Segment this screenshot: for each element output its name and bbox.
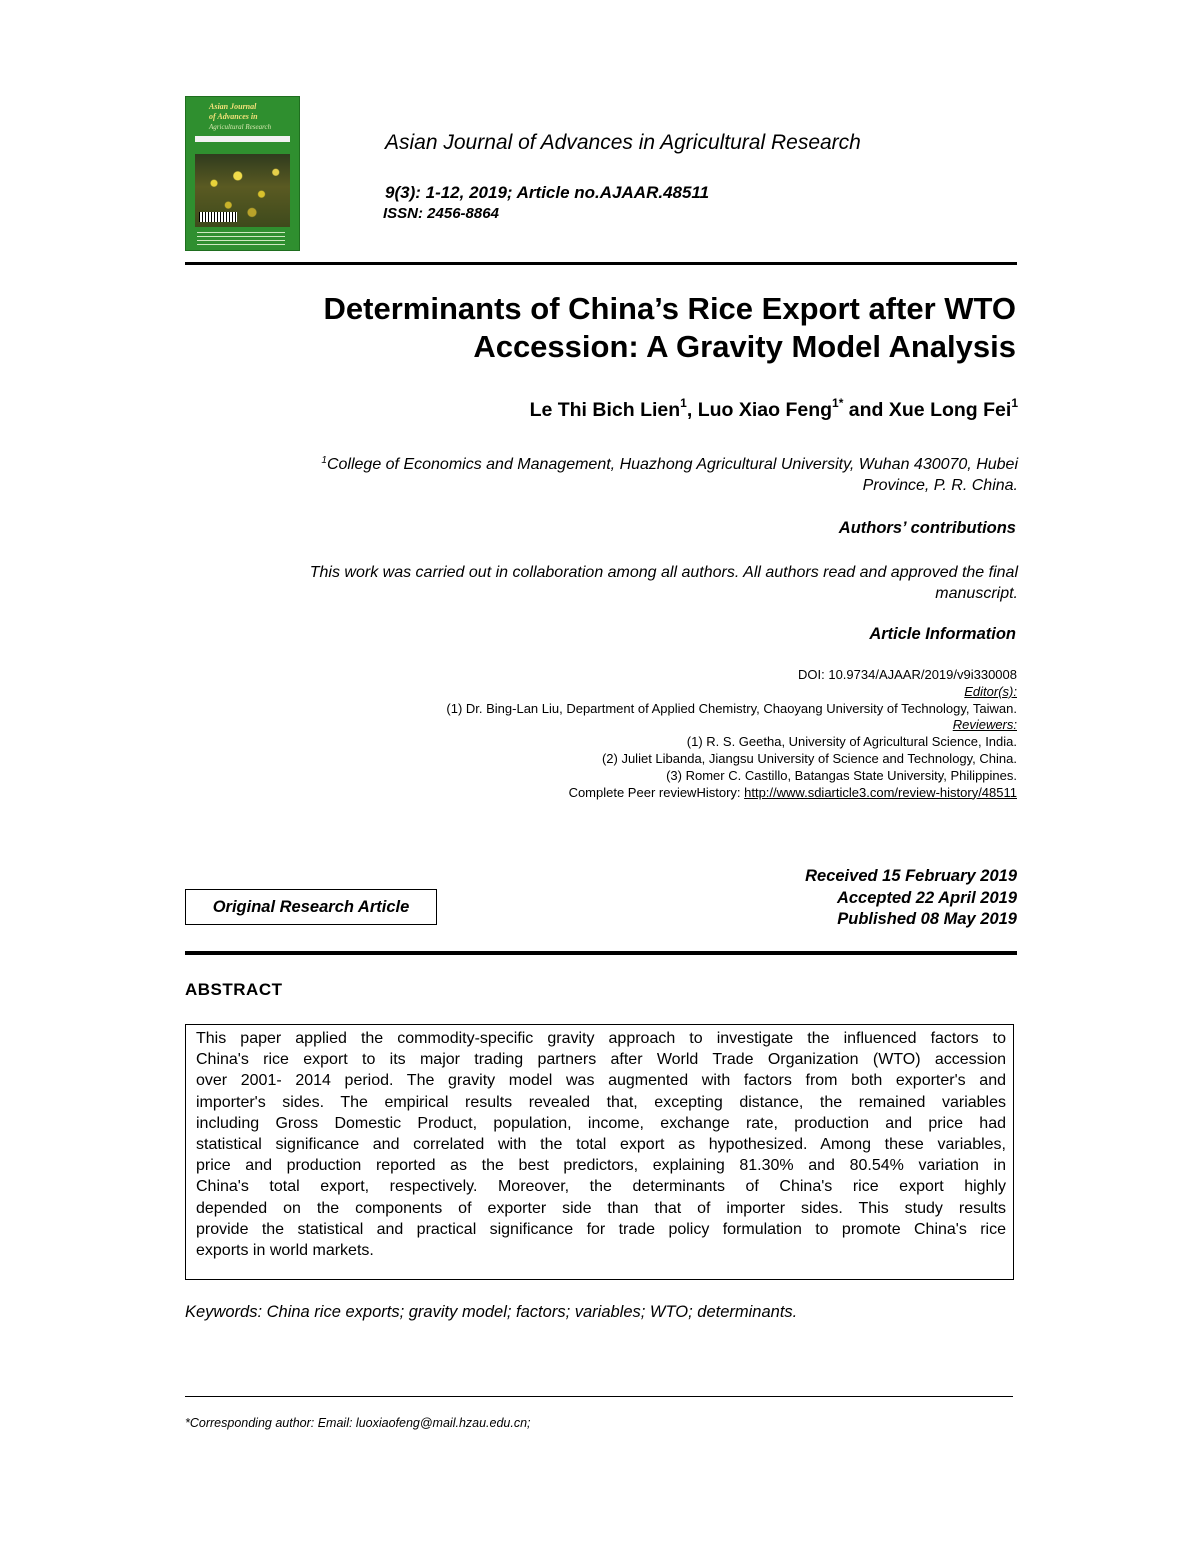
reviewer-entry: (2) Juliet Libanda, Jiangsu University of Science and Technology, China. bbox=[601, 750, 1017, 766]
issn: ISSN: 2456-8864 bbox=[383, 205, 499, 222]
abstract-line: statistical significance and correlated with the total export as hypothesized. Among these variables, bbox=[196, 1136, 1006, 1154]
received-date: Received 15 February 2019 bbox=[805, 867, 1017, 885]
article-type-badge: Original Research Article bbox=[185, 889, 437, 925]
reviewers-label: Reviewers: bbox=[952, 717, 1017, 733]
author-separator: and bbox=[843, 399, 889, 421]
contributions-text bbox=[188, 562, 1018, 604]
review-history-link[interactable]: http://www.sdiarticle3.com/review-history/48511 bbox=[744, 784, 1017, 800]
paper-title-line: Accession: A Gravity Model Analysis bbox=[473, 329, 1016, 364]
footnote-rule bbox=[185, 1396, 1013, 1397]
journal-name: Asian Journal of Advances in Agricultural Research bbox=[385, 131, 861, 154]
affiliation bbox=[188, 454, 1018, 496]
accepted-date: Accepted 22 April 2019 bbox=[836, 888, 1017, 907]
author-separator: , bbox=[686, 399, 698, 421]
abstract-line: depended on the components of exporter side than that of importer sides. This study results bbox=[196, 1199, 1006, 1217]
volume-info: 9(3): 1-12, 2019; Article no.AJAAR.48511 bbox=[385, 183, 710, 202]
cover-band bbox=[195, 136, 290, 142]
abstract-line: exports in world markets. bbox=[196, 1242, 374, 1260]
header-rule bbox=[185, 262, 1017, 265]
abstract-line: price and production reported as the best predictors, explaining 81.30% and 80.54% variation in bbox=[196, 1157, 1006, 1175]
author-name: Luo Xiao Feng bbox=[697, 399, 833, 421]
abstract-box bbox=[185, 1024, 1014, 1280]
author-name: Le Thi Bich Lien bbox=[529, 399, 681, 421]
abstract-line: importer's sides. The empirical results revealed that, excepting distance, the remained variables bbox=[196, 1093, 1006, 1111]
abstract-text bbox=[196, 1028, 1006, 1261]
published-date: Published 08 May 2019 bbox=[837, 910, 1017, 928]
review-history-label: Complete Peer reviewHistory: bbox=[568, 784, 745, 800]
publication-dates bbox=[805, 866, 1017, 931]
cover-title-line: of Advances in bbox=[209, 112, 258, 121]
author-name: Xue Long Fei bbox=[888, 399, 1012, 421]
contributions-line: manuscript. bbox=[935, 585, 1018, 602]
author-affil-sup: 1 bbox=[1011, 396, 1018, 410]
abstract-heading: ABSTRACT bbox=[185, 980, 283, 999]
journal-cover-image bbox=[185, 96, 300, 251]
abstract-line: provide the statistical and practical significance for trade policy formulation to promote China's rice bbox=[196, 1220, 1006, 1238]
keywords: Keywords: China rice exports; gravity model; factors; variables; WTO; determinants. bbox=[185, 1303, 798, 1321]
paper-title bbox=[216, 290, 1016, 366]
author-affil-sup: 1 bbox=[680, 396, 687, 410]
doi: DOI: 10.9734/AJAAR/2019/v9i330008 bbox=[798, 667, 1017, 682]
cover-text-lines bbox=[197, 232, 285, 246]
section-rule bbox=[185, 951, 1017, 955]
reviewer-entry: (3) Romer C. Castillo, Batangas State University, Philippines. bbox=[666, 767, 1017, 783]
contributions-line: This work was carried out in collaboration among all authors. All authors read and approved the final bbox=[309, 564, 1018, 581]
abstract-line: China's rice export to its major trading partners after World Trade Organization (WTO) accession bbox=[196, 1051, 1006, 1069]
reviewer-entry: (1) R. S. Geetha, University of Agricultural Science, India. bbox=[686, 734, 1017, 750]
article-info-block bbox=[187, 667, 1017, 801]
author-affil-sup: 1* bbox=[832, 396, 844, 410]
affiliation-line: Province, P. R. China. bbox=[862, 477, 1018, 494]
corresponding-author-footnote: *Corresponding author: Email: luoxiaofeng@mail.hzau.edu.cn; bbox=[185, 1416, 531, 1430]
editors-label: Editor(s): bbox=[964, 683, 1017, 699]
paper-title-line: Determinants of China’s Rice Export after WTO bbox=[323, 291, 1016, 326]
affiliation-line: College of Economics and Management, Huazhong Agricultural University, Wuhan 430070, Hubei bbox=[326, 456, 1018, 473]
article-info-heading: Article Information bbox=[869, 625, 1016, 643]
cover-title bbox=[209, 102, 289, 132]
editor-entry: (1) Dr. Bing-Lan Liu, Department of Applied Chemistry, Chaoyang University of Technology, Taiwan. bbox=[446, 700, 1017, 716]
abstract-line: including Gross Domestic Product, population, income, exchange rate, production and price had bbox=[196, 1114, 1006, 1132]
cover-title-line: Asian Journal bbox=[209, 102, 257, 111]
cover-title-line: Agricultural Research bbox=[209, 123, 272, 131]
abstract-line: over 2001- 2014 period. The gravity model was augmented with factors from both exporter's and bbox=[196, 1072, 1006, 1090]
author-list bbox=[529, 396, 1018, 422]
abstract-line: China's total export, respectively. Moreover, the determinants of China's rice export highly bbox=[196, 1178, 1006, 1196]
abstract-line: This paper applied the commodity-specific gravity approach to investigate the influenced factors to bbox=[196, 1030, 1006, 1047]
affiliation-sup: 1 bbox=[321, 455, 327, 466]
contributions-heading: Authors’ contributions bbox=[838, 519, 1016, 537]
barcode-icon bbox=[199, 212, 237, 222]
